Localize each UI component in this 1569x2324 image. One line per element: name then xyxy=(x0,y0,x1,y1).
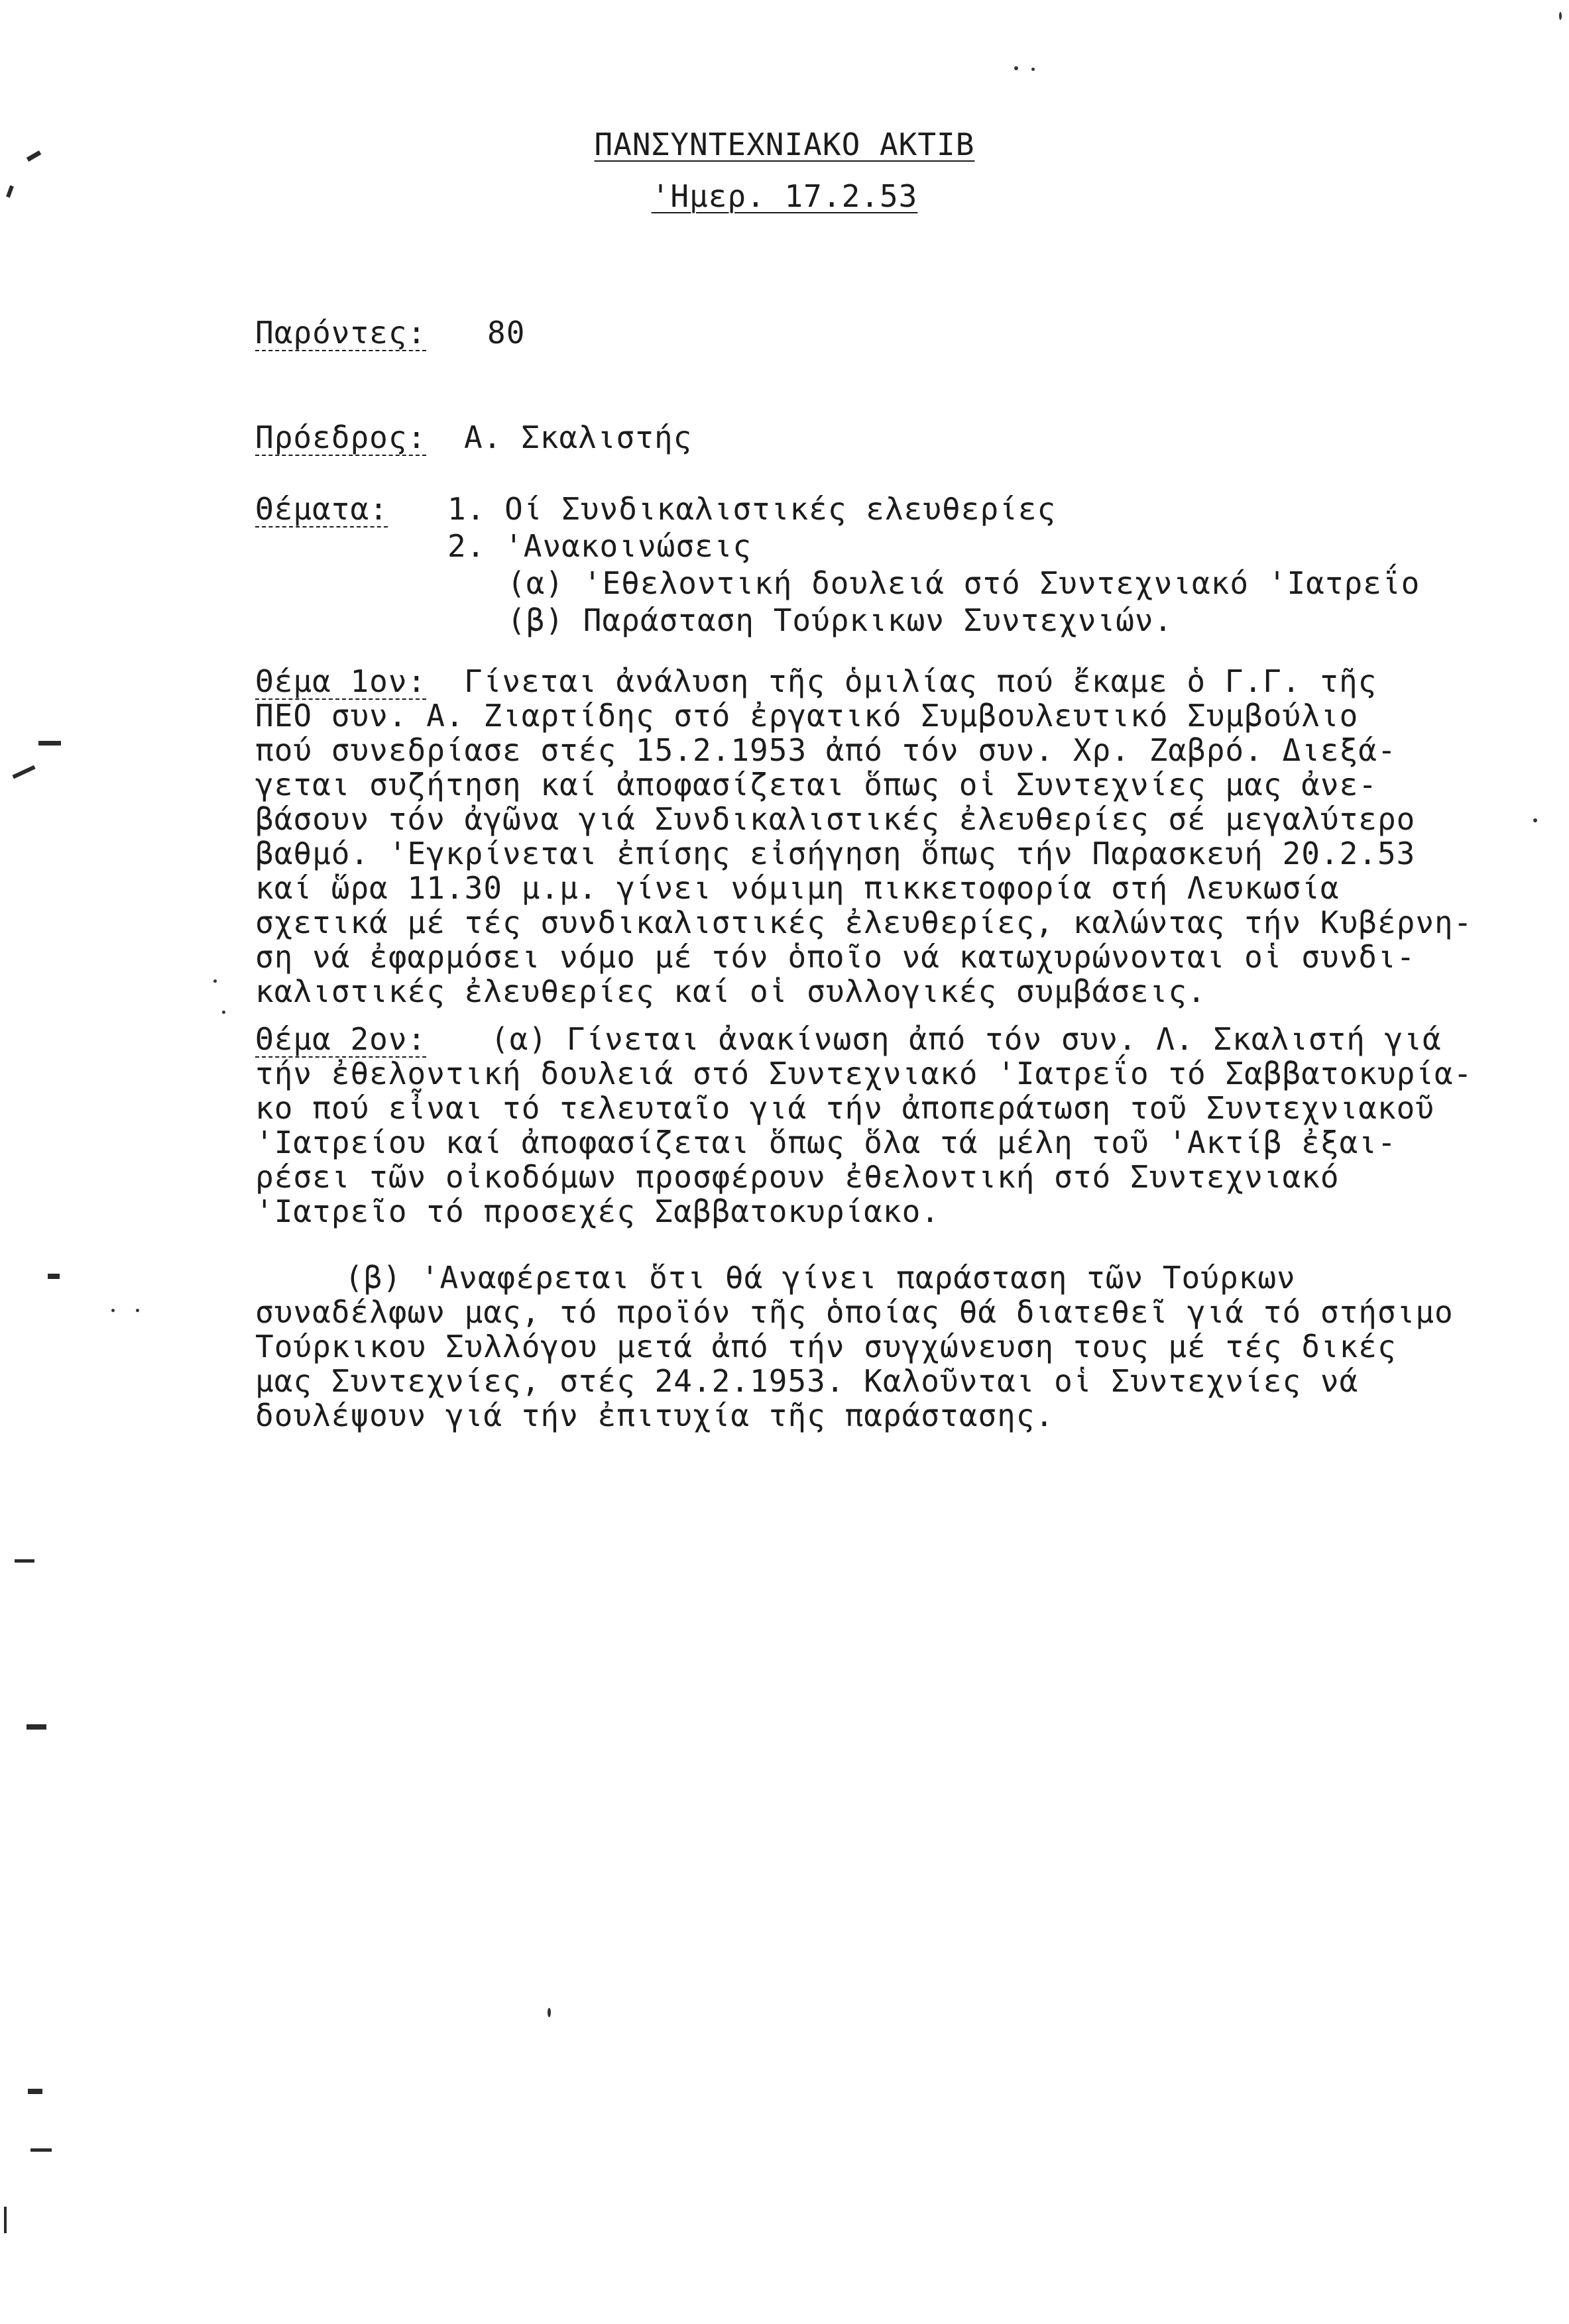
scan-mark xyxy=(28,2089,42,2094)
topic2-label: Θέμα 2ον: xyxy=(255,1021,427,1057)
topic-item-2b: (β) Παράσταση Τούρκικων Συντεχνιών. xyxy=(507,602,1173,638)
topic1-label: Θέμα 1ον: xyxy=(255,663,427,699)
topic-item-2a: (α) 'Εθελοντική δουλειά στό Συντεχνιακό 'Ιατρεΐο xyxy=(507,565,1421,601)
topic1-line-2: ΠΕΟ συν. Α. Ζιαρτίδης στό ἐργατικό Συμβουλευτικό Συμβούλιο xyxy=(255,698,1359,734)
scan-mark xyxy=(48,1274,60,1279)
scan-speck xyxy=(213,979,217,983)
scan-mark xyxy=(12,765,35,779)
chair-label: Πρόεδρος: xyxy=(255,419,427,455)
scan-speck xyxy=(222,1011,225,1014)
topic-item-2: 2. 'Ανακοινώσεις xyxy=(447,528,752,564)
topic2-line-1: (α) Γίνεται ἀνακίνωση ἀπό τόν συν. Λ. Σκαλιστή γιά xyxy=(491,1021,1442,1057)
scan-speck xyxy=(111,1309,115,1312)
topic2-line-5: ρέσει τῶν οἰκοδόμων προσφέρουν ἐθελοντική στό Συντεχνιακό xyxy=(255,1159,1340,1195)
scan-speck xyxy=(1559,12,1562,20)
topic-item-1: 1. Οί Συνδικαλιστικές ελευθερίες xyxy=(447,491,1057,527)
topic2-line-2: τήν ἐθελοντική δουλειά στό Συντεχνιακό 'Ιατρεΐο τό Σαββατοκυρία- xyxy=(255,1056,1473,1091)
topic2b-line-2: συναδέλφων μας, τό προϊόν τῆς ὁποίας θά διατεθεῖ γιά τό στήσιμο xyxy=(255,1294,1454,1330)
present-value: 80 xyxy=(487,315,526,351)
scan-mark xyxy=(30,2148,52,2152)
topics-label: Θέματα: xyxy=(255,491,388,527)
scan-mark xyxy=(27,1724,46,1730)
scan-speck xyxy=(136,1309,139,1312)
document-title: ΠΑΝΣΥΝΤΕΧΝΙΑΚΟ ΑΚΤΙΒ xyxy=(594,127,975,162)
topic2b-line-4: μας Συντεχνίες, στές 24.2.1953. Καλοῦνται οἱ Συντεχνίες νά xyxy=(255,1363,1359,1399)
topic1-line-3: πού συνεδρίασε στές 15.2.1953 ἀπό τόν συν. Χρ. Ζαβρό. Διεξά- xyxy=(255,732,1397,768)
topic1-line-1: Γίνεται ἀνάλυση τῆς ὁμιλίας πού ἔκαμε ὁ Γ.Γ. τῆς xyxy=(464,663,1377,699)
scan-mark xyxy=(38,741,61,746)
topic1-line-9: ση νά ἐφαρμόσει νόμο μέ τόν ὁποῖο νά κατωχυρώνονται οἱ συνδι- xyxy=(255,939,1416,975)
scan-mark xyxy=(15,1559,34,1563)
scan-speck xyxy=(548,2008,551,2017)
topic2-line-3: κο πού εἶναι τό τελευταῖο γιά τήν ἀποπεράτωση τοῦ Συντεχνιακοῦ xyxy=(255,1090,1435,1126)
topic2b-line-1: (β) 'Αναφέρεται ὅτι θά γίνει παράσταση τῶν Τούρκων xyxy=(345,1260,1296,1296)
topic1-line-7: καί ὥρα 11.30 μ.μ. γίνει νόμιμη πικκετοφορία στή Λευκωσία xyxy=(255,870,1340,906)
topic1-line-6: βαθμό. 'Εγκρίνεται ἐπίσης εἰσήγηση ὅπως τήν Παρασκευή 20.2.53 xyxy=(255,836,1416,871)
topic1-line-5: βάσουν τόν ἀγῶνα γιά Συνδικαλιστικές ἐλευθερίες σέ μεγαλύτερο xyxy=(255,801,1416,837)
scan-speck xyxy=(1533,818,1537,822)
topic1-line-8: σχετικά μέ τές συνδικαλιστικές ἐλευθερίες, καλώντας τήν Κυβέρνη- xyxy=(255,905,1473,940)
scan-mark xyxy=(4,2207,7,2233)
topic1-line-4: γεται συζήτηση καί ἀποφασίζεται ὅπως οἱ Συντεχνίες μας ἀνε- xyxy=(255,767,1377,802)
topic1-line-10: καλιστικές ἐλευθερίες καί οἱ συλλογικές συμβάσεις. xyxy=(255,973,1206,1009)
scan-speck xyxy=(1014,66,1018,70)
topic2b-line-3: Τούρκικου Συλλόγου μετά ἀπό τήν συγχώνευση τους μέ τές δικές xyxy=(255,1329,1397,1364)
topic2b-line-5: δουλέψουν γιά τήν ἐπιτυχία τῆς παράστασης. xyxy=(255,1398,1055,1433)
scan-speck xyxy=(1031,68,1035,71)
chair-value: Α. Σκαλιστής xyxy=(464,419,693,455)
document-date: 'Ημερ. 17.2.53 xyxy=(651,178,918,214)
topic2-line-4: 'Ιατρείου καί ἀποφασίζεται ὅπως ὅλα τά μέλη τοῦ 'Ακτίβ ἐξαι- xyxy=(255,1125,1397,1160)
present-label: Παρόντες: xyxy=(255,315,427,351)
topic2-line-6: 'Ιατρεῖο τό προσεχές Σαββατοκυρίακο. xyxy=(255,1193,940,1229)
